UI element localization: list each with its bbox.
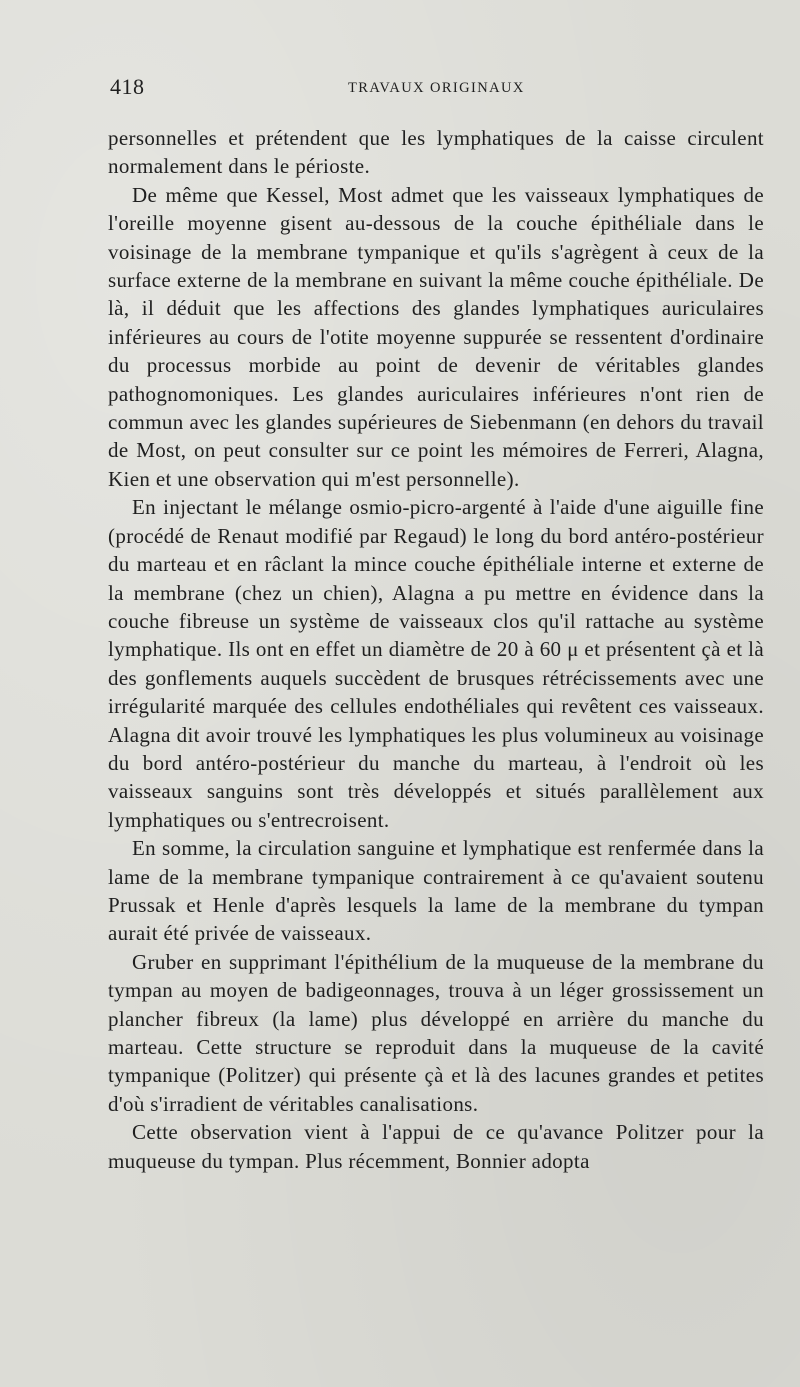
paragraph-2: De même que Kessel, Most admet que les vaisseaux lymphatiques de l'oreille moyenne gisent au-dessous de la couche épithéliale dans le voisinage de la membrane tympanique et qu'ils s'agrègent à ceux de la surface externe de la membrane en suivant la même couche épithéliale. De là, il déduit que les affections des glandes lymphatiques auriculaires inférieures au cours de l'otite moyenne suppurée se ressentent d'ordinaire du processus morbide au point de devenir de véritables glandes pathognomoniques. Les glandes auriculaires inférieures n'ont rien de commun avec les glandes supérieures de Siebenmann (en dehors du travail de Most, on peut consulter sur ce point les mémoires de Ferreri, Alagna, Kien et une observation qui m'est personnelle).: [108, 182, 764, 491]
page-number: 418: [110, 74, 145, 99]
running-head: TRAVAUX ORIGINAUX: [348, 80, 525, 96]
paragraph-1: personnelles et prétendent que les lymphatiques de la caisse circulent normalement dans le périoste.: [108, 126, 764, 179]
paragraph-3: En injectant le mélange osmio-picro-argenté à l'aide d'une aiguille fine (procédé de Renaut modifié par Regaud) le long du bord antéro-postérieur du marteau et en râclant la mince couche épithéliale interne et externe de la membrane (chez un chien), Alagna a pu mettre en évidence dans la couche fibreuse un système de vaisseaux clos qu'il rattache au système lymphatique. Ils ont en effet un diamètre de 20 à 60 μ et présentent çà et là des gonflements auquels succèdent de brusques rétrécissements avec une irrégularité marquée des cellules endothéliales qui revêtent ces vaisseaux. Alagna dit avoir trouvé les lymphatiques les plus volumineux au voisinage du bord antéro-postérieur du manche du marteau, à l'endroit où les vaisseaux sanguins sont très développés et situés parallèlement aux lymphatiques ou s'entrecroisent.: [108, 495, 764, 832]
paragraph-5: Gruber en supprimant l'épithélium de la muqueuse de la membrane du tympan au moyen de badigeonnages, trouva à un léger grossissement un plancher fibreux (la lame) plus développé en arrière du manche du marteau. Cette structure se reproduit dans la muqueuse de la cavité tympanique (Politzer) qui présente çà et là des lacunes grandes et petites d'où s'irradient de véritables canalisations.: [108, 949, 764, 1116]
body-text: [108, 124, 764, 1175]
paragraph-4: En somme, la circulation sanguine et lymphatique est renfermée dans la lame de la membrane tympanique contrairement à ce qu'avaient soutenu Prussak et Henle d'après lesquels la lame de la membrane du tympan aurait été privée de vaisseaux.: [108, 836, 764, 946]
paragraph-6: Cette observation vient à l'appui de ce qu'avance Politzer pour la muqueuse du tympan. Plus récemment, Bonnier adopta: [108, 1120, 764, 1173]
page-header: [110, 74, 710, 104]
